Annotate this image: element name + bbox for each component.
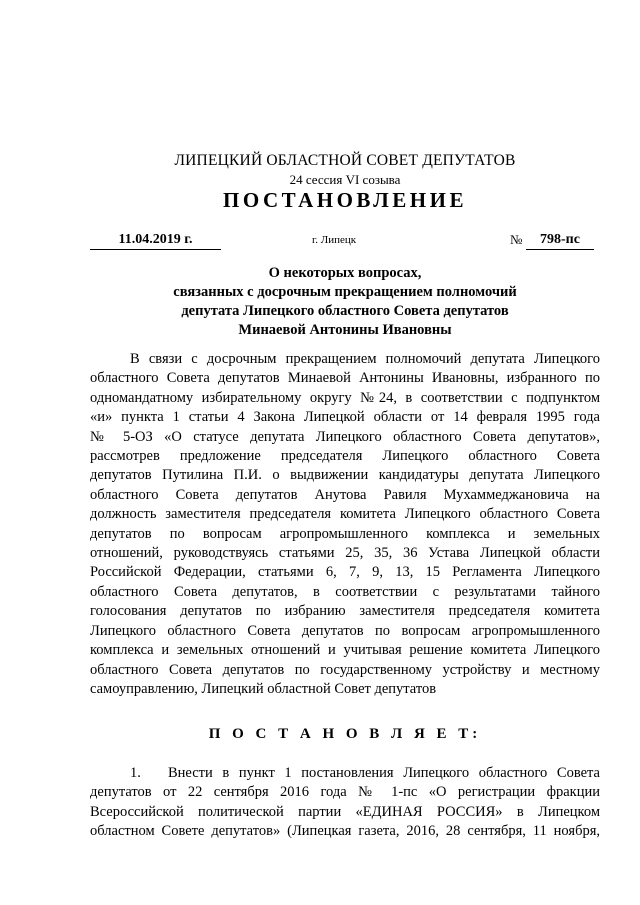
body-line: областного Совета депутатов Минаевой Антонины Ивановны, избранного по — [90, 370, 600, 387]
body-line: самоуправлению, Липецкий областной Совет депутатов — [90, 680, 437, 697]
document-date: 11.04.2019 г. — [90, 232, 221, 250]
body-line: должность заместителя председателя комитета Липецкого областного Совета — [90, 506, 600, 523]
body-line: депутатов по вопросам агропромышленного комплекса и земельных — [90, 525, 600, 542]
title-line: депутата Липецкого областного Совета депутатов — [181, 303, 509, 319]
body-line: депутатов Путилина П.И. о выдвижении кандидатуры депутата Липецкого — [90, 467, 600, 484]
title-line: Минаевой Антонины Ивановны — [238, 322, 452, 338]
organization-name: ЛИПЕЦКИЙ ОБЛАСТНОЙ СОВЕТ ДЕПУТАТОВ — [174, 152, 516, 169]
body-line: Липецкого областного Совета депутатов по вопросам агропромышленного — [90, 622, 600, 639]
resolves-heading: П О С Т А Н О В Л Я Е Т: — [208, 726, 482, 742]
title-line: О некоторых вопросах, — [268, 265, 422, 281]
body-line: областного Совета депутатов, в соответствии с результатами тайного — [90, 583, 600, 600]
document-number: 798-пс — [526, 232, 594, 250]
body-line: голосования депутатов по избранию заместителя председателя комитета — [90, 603, 600, 620]
body-line: «и» пункта 1 статьи 4 Закона Липецкой области от 14 февраля 1995 года — [90, 409, 600, 426]
body-line: В связи с досрочным прекращением полномочий депутата Липецкого — [130, 351, 600, 367]
body-line: областного Совета депутатов Анутова Равиля Мухаммеджановича на — [90, 486, 600, 503]
resolution-item-1 — [90, 764, 600, 842]
body-line: одномандатному избирательному округу №24, в соответствии с подпунктом — [90, 389, 600, 406]
document-type: ПОСТАНОВЛЕНИЕ — [223, 188, 467, 212]
body-line: рассмотрев предложение председателя Липецкого областного Совета — [90, 448, 600, 465]
item-line: депутатов от 22 сентября 2016 года № 1-пс «О регистрации фракции — [90, 784, 600, 801]
number-sign: № — [510, 232, 523, 247]
body-line: комплекса и земельных отношений и учитывая решение комитета Липецкого — [90, 642, 600, 659]
document-title — [90, 264, 600, 340]
session-label: 24 сессия VI созыва — [289, 172, 401, 187]
item-line: областном Совете депутатов» (Липецкая газета, 2016, 28 сентября, 11 ноября, — [90, 823, 600, 840]
body-line: отношений, руководствуясь статьями 25, 35, 36 Устава Липецкой области — [90, 545, 600, 562]
body-line: Российской Федерации, статьями 6, 7, 9, 13, 15 Регламента Липецкого — [90, 564, 600, 581]
date-number-line — [90, 232, 600, 250]
item-line: Внести в пункт 1 постановления Липецкого областного Совета — [168, 765, 600, 781]
item-line: Всероссийской политической партии «ЕДИНАЯ РОССИЯ» в Липецком — [90, 803, 600, 820]
title-line: связанных с досрочным прекращением полномочий — [173, 284, 517, 300]
item-number: 1. — [130, 765, 141, 781]
preamble-paragraph — [90, 350, 600, 699]
body-line: областного Совета депутатов по государственному устройству и местному — [90, 661, 600, 678]
document-city: г. Липецк — [312, 234, 357, 246]
body-line: № 5-ОЗ «О статусе депутата Липецкого областного Совета депутатов», — [90, 428, 600, 445]
